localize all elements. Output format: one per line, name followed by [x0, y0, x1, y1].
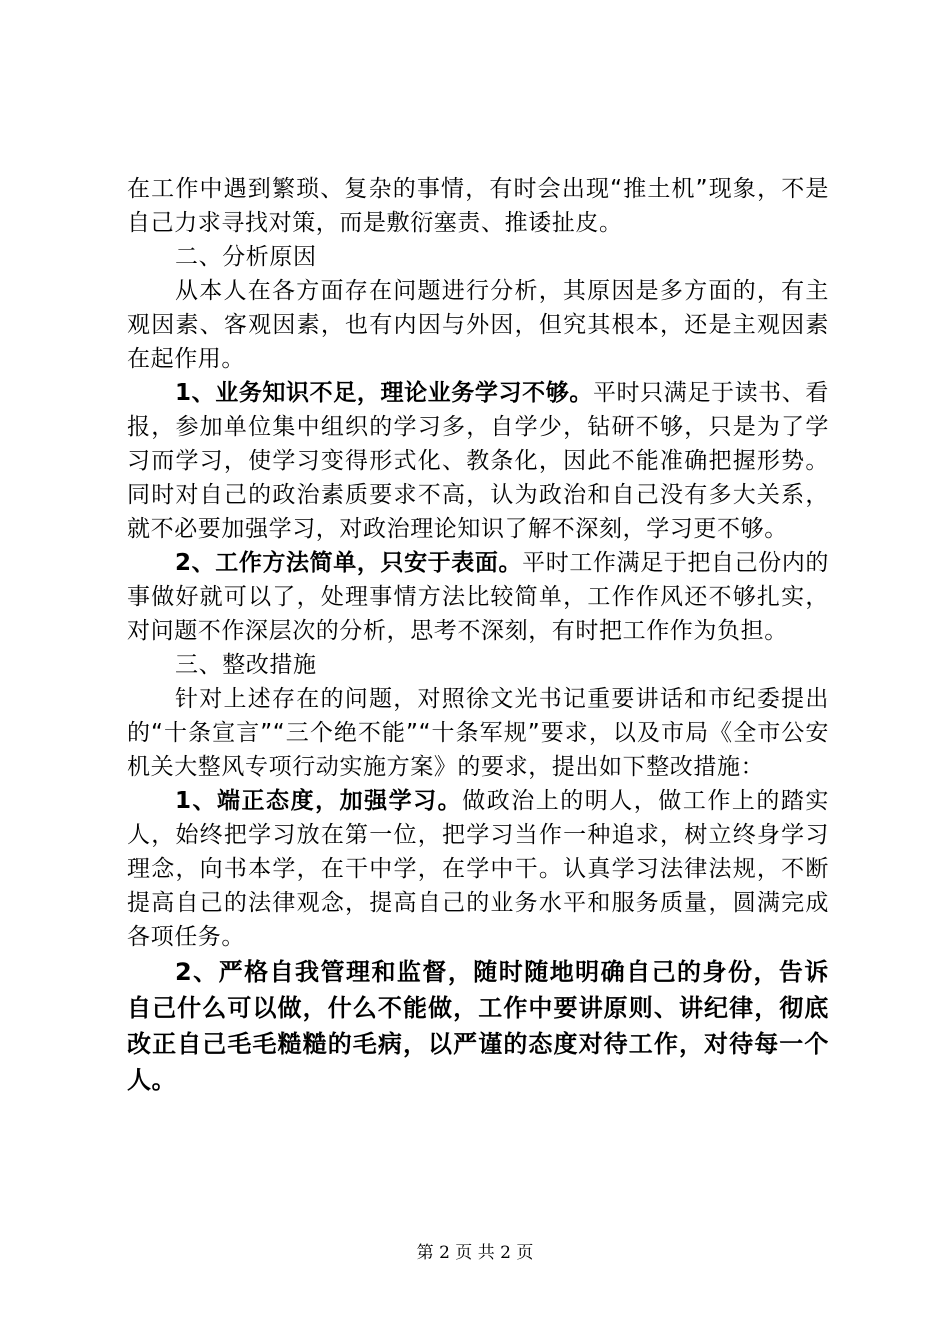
- cause-2-paragraph: [127, 546, 829, 648]
- cause-1-title: 1、业务知识不足，理论业务学习不够。: [175, 380, 593, 406]
- measure-1-paragraph: [127, 784, 829, 954]
- continued-paragraph: 在工作中遇到繁琐、复杂的事情，有时会出现“推土机”现象，不是自己力求寻找对策，而是敷衍塞责、推诿扯皮。: [127, 176, 829, 236]
- measure-2-paragraph: 2、严格自我管理和监督，随时随地明确自己的身份，告诉自己什么可以做，什么不能做，工作中要讲原则、讲纪律，彻底改正自己毛毛糙糙的毛病，以严谨的态度对待工作，对待每一个人。: [127, 958, 829, 1094]
- analysis-intro-paragraph: 从本人在各方面存在问题进行分析，其原因是多方面的，有主观因素、客观因素，也有内因与外因，但究其根本，还是主观因素在起作用。: [127, 278, 829, 372]
- cause-1-paragraph: [127, 376, 829, 546]
- measures-intro-paragraph: 针对上述存在的问题，对照徐文光书记重要讲话和市纪委提出的“十条宣言”“三个绝不能”“十条军规”要求，以及市局《全市公安机关大整风专项行动实施方案》的要求，提出如下整改措施：: [127, 686, 829, 780]
- cause-1-text: 平时只满足于读书、看报，参加单位集中组织的学习多，自学少，钻研不够，只是为了学习而学习，使学习变得形式化、教条化，因此不能准确把握形势。同时对自己的政治素质要求不高，认为政治和自己没有多大关系，就不必要加强学习，对政治理论知识了解不深刻，学习更不够。: [127, 380, 829, 542]
- measure-1-title: 1、端正态度，加强学习。: [175, 788, 463, 814]
- page-number-footer: 第 2 页 共 2 页: [416, 1243, 534, 1263]
- cause-2-text: 平时工作满足于把自己份内的事做好就可以了，处理事情方法比较简单，工作作风还不够扎实，对问题不作深层次的分析，思考不深刻，有时把工作作为负担。: [127, 550, 829, 644]
- cause-2-title: 2、工作方法简单，只安于表面。: [175, 550, 523, 576]
- measure-1-text: 做政治上的明人，做工作上的踏实人，始终把学习放在第一位，把学习当作一种追求，树立终身学习理念，向书本学，在干中学，在学中干。认真学习法律法规，不断提高自己的法律观念，提高自己的业务水平和服务质量，圆满完成各项任务。: [127, 788, 829, 950]
- section-heading-analysis: 二、分析原因: [175, 244, 317, 270]
- section-heading-measures: 三、整改措施: [175, 652, 317, 678]
- document-body: [127, 172, 829, 1098]
